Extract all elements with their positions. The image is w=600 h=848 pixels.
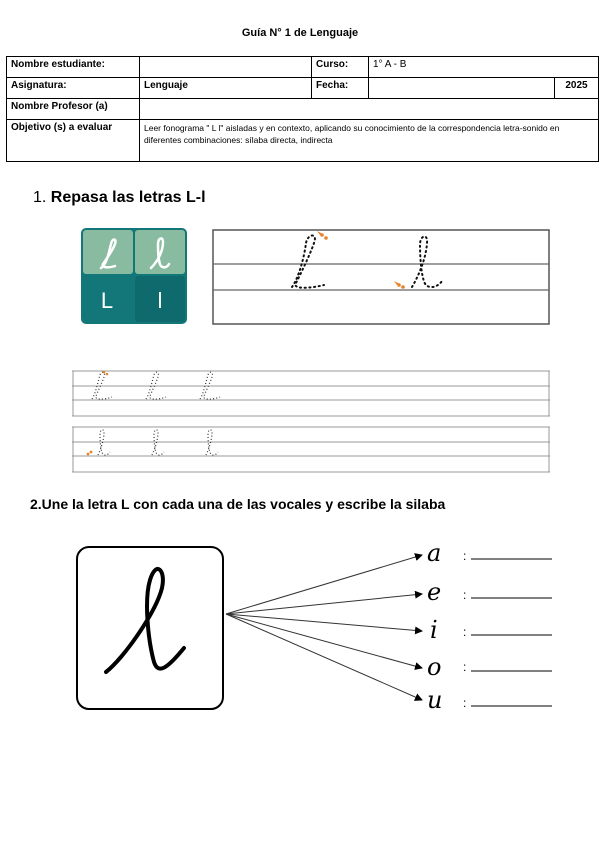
course-value: 1° A - B <box>369 57 599 78</box>
tile-letter-upper: L <box>100 288 114 313</box>
arrow-a <box>226 555 422 614</box>
date-label: Fecha: <box>312 78 369 99</box>
section-2-heading: 2.Une la letra L con cada una de las vocales y escribe la silaba <box>30 496 446 512</box>
vowel-u: u <box>427 686 443 714</box>
teacher-field[interactable] <box>140 99 599 120</box>
info-table <box>6 56 599 162</box>
large-tracing-box[interactable] <box>212 229 550 325</box>
year-value: 2025 <box>555 78 599 99</box>
vowel-i: i <box>430 616 438 644</box>
course-label: Curso: <box>312 57 369 78</box>
vowel-o: o <box>427 653 442 681</box>
section-1-title: Repasa las letras L-l <box>50 189 206 206</box>
separator-a: : <box>463 549 467 563</box>
tile-letter-lower: l <box>157 288 163 313</box>
arrow-e <box>226 594 422 614</box>
student-field[interactable] <box>140 57 312 78</box>
section-1-number: 1. <box>33 189 47 206</box>
separator-e: : <box>463 588 467 602</box>
date-field[interactable] <box>369 78 555 99</box>
student-label: Nombre estudiante: <box>7 57 140 78</box>
objective-label: Objetivo (s) a evaluar <box>7 120 140 162</box>
letter-tile-image <box>81 228 187 324</box>
separator-o: : <box>463 660 467 674</box>
subject-value: Lenguaje <box>140 78 312 99</box>
teacher-label: Nombre Profesor (a) <box>7 99 140 120</box>
tracing-row-upper[interactable] <box>72 369 550 419</box>
separator-i: : <box>463 625 467 639</box>
vowel-e: e <box>427 578 442 606</box>
objective-value: Leer fonograma " L l" aisladas y en contexto, aplicando su conocimiento de la correspondencia letra-sonido en diferentes combinaciones: sílaba directa, indirecta <box>140 120 599 162</box>
arrow-u <box>226 614 422 700</box>
tracing-row-lower[interactable] <box>72 425 550 475</box>
separator-u: : <box>463 696 467 710</box>
page-title: Guía N° 1 de Lenguaje <box>241 27 359 39</box>
section-1-heading <box>33 189 206 207</box>
subject-label: Asignatura: <box>7 78 140 99</box>
vowel-a: a <box>427 540 442 567</box>
matching-exercise <box>70 540 560 715</box>
